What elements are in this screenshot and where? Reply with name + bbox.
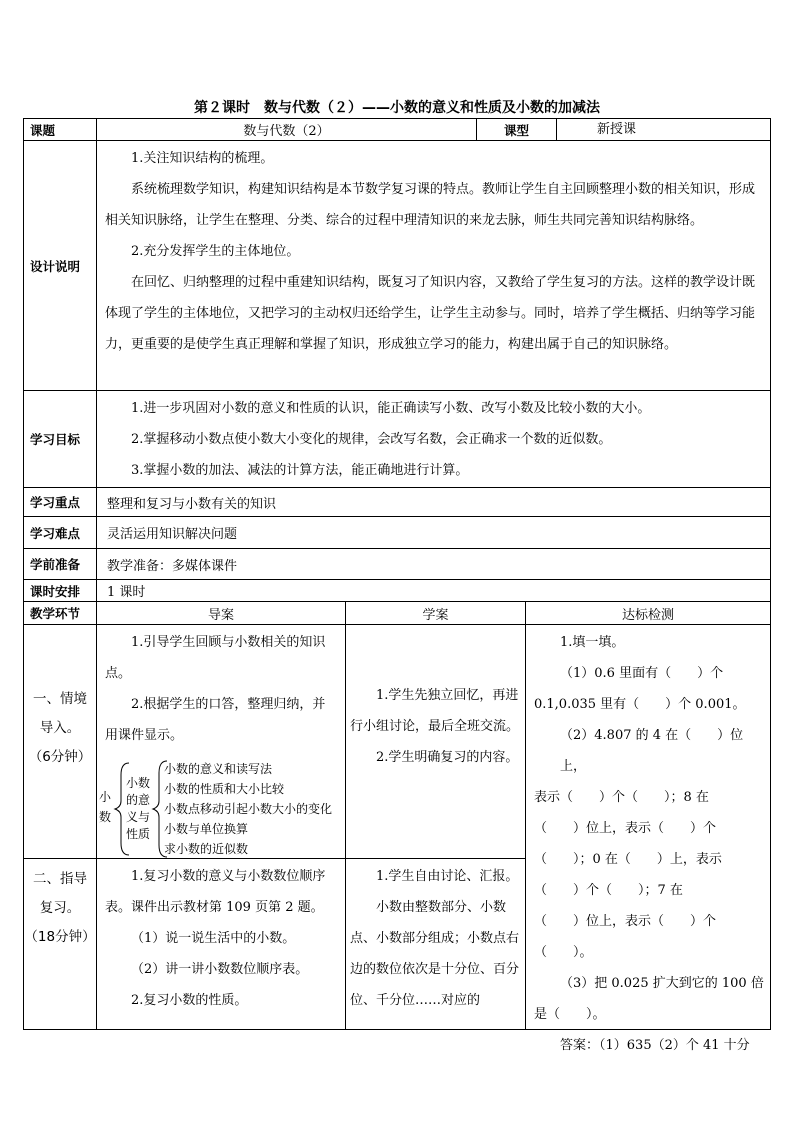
stage1-study-cell [345, 624, 525, 858]
key-point-value: 整理和复习与小数有关的知识 [96, 487, 771, 516]
key-point-row [23, 487, 771, 516]
design-row [23, 140, 771, 390]
check-answer: 答案：（1）635（2）个 41 十分 [560, 1038, 750, 1053]
goal-line: 3.掌握小数的加法、减法的计算方法，能正确地进行计算。 [131, 463, 469, 478]
diagram-item: 小数的性质和大小比较 [164, 782, 285, 796]
diagram-items [164, 759, 332, 859]
goals-content [96, 390, 771, 487]
stage1-study-line: 1.学生先独立回忆，再进行小组讨论，最后全班交流。 [350, 688, 520, 734]
stage2-guide-line: （2）讲一讲小数数位顺序表。 [131, 962, 309, 977]
stage2-guide-line: 1.复习小数的意义与小数数位顺序表。课件出示教材第 109 页第 2 题。 [105, 869, 326, 915]
header-row [23, 118, 771, 140]
diagram-root-text: 小数 [99, 790, 112, 824]
stage1-guide-line: 1.引导学生回顾与小数相关的知识点。 [105, 635, 326, 681]
stage2-time: （18分钟） [24, 929, 96, 945]
stage2-study-line: 小数由整数部分、小数点、小数部分组成；小数点右边的数位依次是十分位、百分位、千分位……对应的 [350, 900, 520, 1008]
type-label-text: 课型 [503, 122, 529, 138]
diagram-item: 小数的意义和读写法 [164, 762, 273, 776]
design-line: 1.关注知识结构的梳理。 [131, 151, 274, 166]
stage1-guide-line: 2.根据学生的口答，整理归纳，并用课件显示。 [105, 697, 326, 743]
goal-line: 2.掌握移动小数点使小数大小变化的规律，会改写名数，会正确求一个数的近似数。 [131, 432, 612, 447]
goal-line: 1.进一步巩固对小数的意义和性质的认识，能正确读写小数、改写小数及比较小数的大小。 [131, 401, 651, 416]
stage1-name-cell [23, 624, 96, 858]
stage2-study-cell [345, 858, 525, 1030]
schedule-value: 1 课时 [96, 579, 771, 601]
diagram-item: 求小数的近似数 [164, 842, 249, 856]
check-line: 1.填一填。 [560, 635, 625, 650]
diagram-middle-line: 的意 [126, 793, 151, 807]
diagram-middle [126, 775, 150, 843]
design-content [96, 140, 771, 390]
process-header-row [23, 601, 771, 624]
design-label: 设计说明 [23, 140, 96, 390]
topic-label: 课题 [23, 118, 96, 140]
preparation-value: 教学准备：多媒体课件 [96, 548, 771, 579]
stage2-study-line: 1.学生自由讨论、汇报。 [376, 869, 519, 884]
goals-row [23, 390, 771, 487]
topic-value: 数与代数（2） [96, 118, 476, 140]
preparation-label: 学前准备 [23, 548, 96, 579]
check-cell [525, 624, 771, 1053]
check-line: （ ）；0 在（ ）上，表示 [534, 852, 722, 867]
process-study-header: 学案 [345, 601, 525, 624]
process-check-header: 达标检测 [525, 601, 771, 624]
process-guide-header: 导案 [96, 601, 345, 624]
difficulty-value: 灵活运用知识解决问题 [96, 516, 771, 548]
stage2-guide-cell [96, 858, 345, 1030]
check-line: 表示（ ）个（ ）；8 在 [534, 790, 709, 805]
stage1-guide-cell [96, 624, 345, 858]
check-line: （3）把 0.025 扩大到它的 100 倍 [560, 976, 764, 991]
difficulty-row [23, 516, 771, 548]
check-line: （ ）个（ ）；7 在 [534, 883, 683, 898]
type-label [476, 118, 556, 140]
diagram-item: 小数点移动引起小数大小的变化 [164, 802, 333, 816]
schedule-row [23, 579, 771, 601]
difficulty-label: 学习难点 [23, 516, 96, 548]
stage2-guide-line: 2.复习小数的性质。 [131, 993, 248, 1008]
check-line: （ ）位上，表示（ ）个 [534, 914, 717, 929]
stage1-study-line: 2.学生明确复习的内容。 [376, 750, 519, 765]
stage1-time: （6分钟） [28, 749, 92, 765]
check-line: 是（ ）。 [534, 1007, 606, 1022]
process-body [23, 624, 771, 1053]
design-line: 2.充分发挥学生的主体地位。 [131, 244, 300, 259]
type-value: 新授课 [556, 118, 771, 140]
check-line: （ ）位上，表示（ ）个 [534, 821, 717, 836]
knowledge-diagram [99, 757, 338, 861]
schedule-label: 课时安排 [23, 579, 96, 601]
check-line: （1）0.6 里面有（ ）个 [560, 666, 724, 681]
stage2-guide-line: （1）说一说生活中的小数。 [131, 931, 296, 946]
diagram-middle-line: 性质 [126, 827, 151, 841]
check-line: 0.1,0.035 里有（ ）个 0.001。 [534, 697, 746, 712]
diagram-middle-line: 义与 [126, 810, 151, 824]
design-line: 在回忆、归纳整理的过程中重建知识结构，既复习了知识内容，又教给了学生复习的方法。这样的教学设计既体现了学生的主体地位，又把学习的主动权归还给学生，让学生主动参与。同时，培养了学生概括、归纳等学习能力，更重要的是使学生真正理解和掌握了知识，形成独立学习的能力，构建出属于自己的知识脉络。 [105, 275, 756, 352]
check-line: （2）4.807 的 4 在（ ）位上， [560, 728, 744, 774]
preparation-row [23, 548, 771, 579]
stage2-name: 二、指导复习。 [33, 871, 87, 916]
page-title: 第２课时 数与代数（２）——小数的意义和性质及小数的加减法 [194, 100, 600, 116]
diagram-middle-line: 小数 [126, 776, 151, 790]
design-line: 系统梳理数学知识，构建知识结构是本节数学复习课的特点。教师让学生自主回顾整理小数的相关知识，形成相关知识脉络，让学生在整理、分类、综合的过程中理清知识的来龙去脉，师生共同完善知识结构脉络。 [105, 182, 756, 228]
goals-label: 学习目标 [23, 390, 96, 487]
diagram-root [99, 787, 113, 827]
key-point-label: 学习重点 [23, 487, 96, 516]
check-line: （ ）。 [534, 945, 593, 960]
stage2-name-cell [23, 858, 96, 1030]
process-stage-header: 教学环节 [23, 601, 96, 624]
stage1-name: 一、情境导入。 [33, 691, 87, 736]
diagram-item: 小数与单位换算 [164, 822, 249, 836]
